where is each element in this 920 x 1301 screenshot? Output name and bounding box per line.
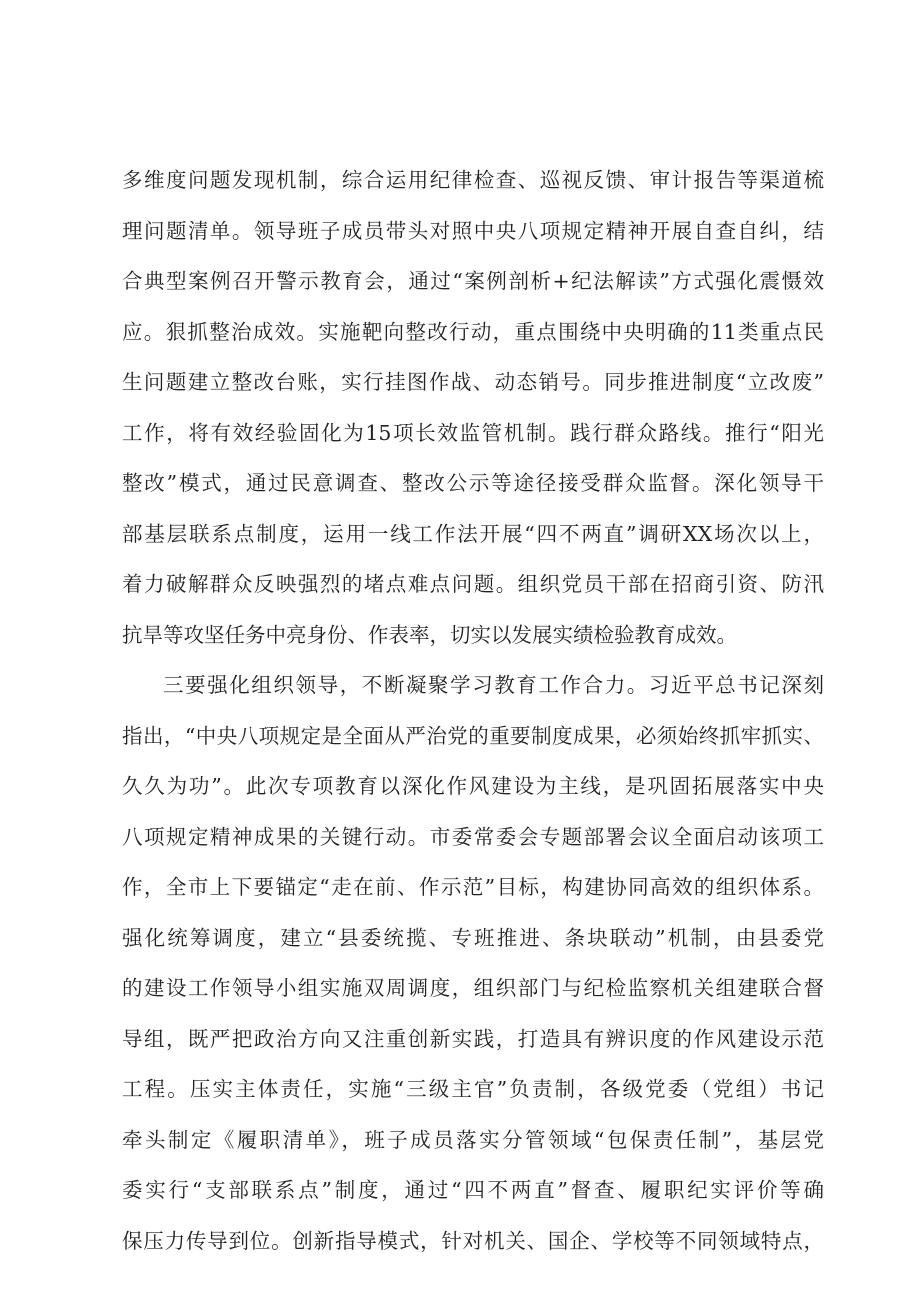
- paragraph-1-line-1: 多维度问题发现机制，综合运用纪律检查、巡视反馈、审计报告等渠道梳: [122, 168, 824, 192]
- paragraph-1-line-10: 抗旱等攻坚任务中亮身份、作表率，切实以发展实绩检验教育成效。: [122, 622, 737, 647]
- paragraph-2-line-6: 强化统筹调度，建立“县委统揽、专班推进、条块联动”机制，由县委党: [122, 925, 824, 950]
- paragraph-1-line-9: 着力破解群众反映强烈的堵点难点问题。组织党员干部在招商引资、防汛: [122, 572, 824, 596]
- paragraph-1-line-8: 部基层联系点制度，运用一线工作法开展“四不两直”调研XX场次以上，: [122, 521, 824, 546]
- paragraph-1-line-3: 合典型案例召开警示教育会，通过“案例剖析+纪法解读”方式强化震慑效: [122, 269, 824, 293]
- paragraph-2-line-11: 委实行“支部联系点”制度，通过“四不两直”督查、履职纪实评价等确: [122, 1178, 824, 1202]
- paragraph-1-line-7: 整改”模式，通过民意调查、整改公示等途径接受群众监督。深化领导干: [122, 471, 824, 495]
- paragraph-2-line-10: 牵头制定《履职清单》，班子成员落实分管领域“包保责任制”，基层党: [122, 1127, 824, 1152]
- paragraph-2-line-4: 八项规定精神成果的关键行动。市委常委会专题部署会议全面启动该项工: [122, 824, 824, 849]
- paragraph-1-line-2: 理问题清单。领导班子成员带头对照中央八项规定精神开展自查自纠，结: [122, 218, 824, 243]
- paragraph-2-line-7: 的建设工作领导小组实施双周调度，组织部门与纪检监察机关组建联合督: [122, 976, 824, 1000]
- paragraph-2-line-8: 导组，既严把政治方向又注重创新实践，打造具有辨识度的作风建设示范: [122, 1026, 824, 1051]
- paragraph-2-line-9: 工程。压实主体责任，实施“三级主官”负责制，各级党委（党组）书记: [122, 1077, 824, 1101]
- paragraph-2-line-1: 三要强化组织领导，不断凝聚学习教育工作合力。习近平总书记深刻: [163, 673, 824, 697]
- paragraph-2-line-12: 保压力传导到位。创新指导模式，针对机关、国企、学校等不同领域特点，: [122, 1228, 824, 1253]
- paragraph-1-line-5: 生问题建立整改台账，实行挂图作战、动态销号。同步推进制度“立改废”: [122, 370, 824, 394]
- paragraph-1-line-4: 应。狠抓整治成效。实施靶向整改行动，重点围绕中央明确的11类重点民: [122, 319, 824, 344]
- paragraph-1-line-6: 工作，将有效经验固化为15项长效监管机制。践行群众路线。推行“阳光: [122, 420, 824, 445]
- paragraph-2-line-3: 久久为功”。此次专项教育以深化作风建设为主线，是巩固拓展落实中央: [122, 774, 824, 798]
- paragraph-2-line-5: 作，全市上下要锚定“走在前、作示范”目标，构建协同高效的组织体系。: [122, 875, 824, 899]
- paragraph-2-line-2: 指出，“中央八项规定是全面从严治党的重要制度成果，必须始终抓牢抓实、: [122, 723, 824, 748]
